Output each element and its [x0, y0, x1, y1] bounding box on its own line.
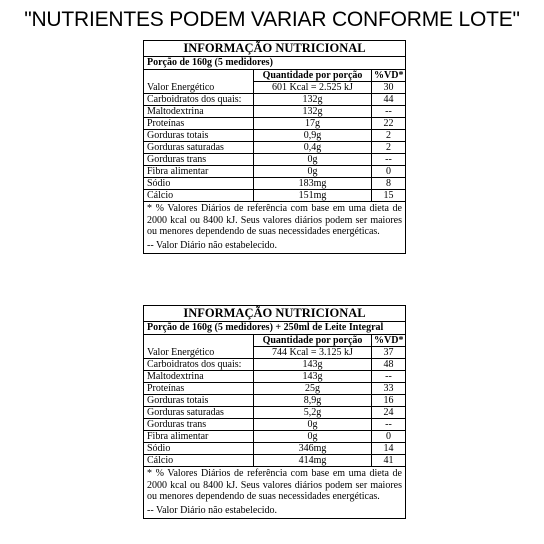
nutrient-vd: -- [372, 106, 406, 118]
nutrient-vd: 44 [372, 94, 406, 106]
footnote: * % Valores Diários de referência com base em uma dieta de 2000 kcal ou 8400 kJ. Seus valores diários podem ser maiores ou menores dependendo de suas necessidades energéticas. [147, 468, 402, 502]
nutrient-name: Valor Energético [144, 82, 254, 94]
table-row [144, 118, 405, 130]
nutrition-table-1 [143, 40, 406, 254]
nutrient-name: Maltodextrina [144, 106, 254, 118]
nutrient-vd: 2 [372, 130, 406, 142]
table-row [144, 455, 405, 467]
nutrient-vd: 14 [372, 443, 406, 455]
table-header-row [144, 335, 405, 347]
nutrient-name: Sódio [144, 443, 254, 455]
table-row [144, 443, 405, 455]
table-row [144, 407, 405, 419]
nutrient-name: Gorduras trans [144, 154, 254, 166]
table-row [144, 94, 405, 106]
nutrient-vd: 37 [372, 347, 406, 359]
nutrient-quantity: 143g [254, 359, 372, 371]
nutrient-vd: 0 [372, 166, 406, 178]
nutrient-vd: 48 [372, 359, 406, 371]
table-row [144, 190, 405, 202]
nutrient-quantity: 17g [254, 118, 372, 130]
nutrient-vd: 0 [372, 431, 406, 443]
header-vd: %VD* [372, 335, 406, 347]
footnote: * % Valores Diários de referência com base em uma dieta de 2000 kcal ou 8400 kJ. Seus valores diários podem ser maiores ou menores dependendo de suas necessidades energéticas. [147, 203, 402, 237]
nutrient-vd: 24 [372, 407, 406, 419]
nutrient-name: Cálcio [144, 190, 254, 202]
nutrient-vd: -- [372, 419, 406, 431]
nutrition-table-2 [143, 305, 406, 519]
nutrient-quantity: 346mg [254, 443, 372, 455]
table-row [144, 371, 405, 383]
nutrient-quantity: 132g [254, 106, 372, 118]
nutrient-quantity: 183mg [254, 178, 372, 190]
table-row [144, 395, 405, 407]
nutrient-name: Gorduras saturadas [144, 407, 254, 419]
nutrient-name: Fibra alimentar [144, 166, 254, 178]
nutrient-name: Proteínas [144, 118, 254, 130]
nutrient-vd: -- [372, 371, 406, 383]
table-row [144, 419, 405, 431]
table-row [144, 359, 405, 371]
nutrient-quantity: 0g [254, 419, 372, 431]
nutrient-vd: 15 [372, 190, 406, 202]
table-row [144, 178, 405, 190]
header-quantity: Quantidade por porção [254, 70, 372, 82]
nutrient-quantity: 132g [254, 94, 372, 106]
table-row [144, 166, 405, 178]
header-blank [144, 70, 254, 82]
footnote-not-established: -- Valor Diário não estabelecido. [147, 239, 278, 251]
nutrient-name: Carboidratos dos quais: [144, 94, 254, 106]
table-row [144, 82, 405, 94]
nutrient-table [144, 70, 405, 202]
portion-label: Porção de 160g (5 medidores) [144, 57, 405, 70]
table-row [144, 383, 405, 395]
nutrient-name: Maltodextrina [144, 371, 254, 383]
nutrient-quantity: 25g [254, 383, 372, 395]
nutrient-quantity: 0g [254, 431, 372, 443]
nutrient-quantity: 8,9g [254, 395, 372, 407]
table-row [144, 106, 405, 118]
nutrient-name: Gorduras saturadas [144, 142, 254, 154]
portion-label: Porção de 160g (5 medidores) + 250ml de Leite Integral [144, 322, 405, 335]
nutrient-vd: 22 [372, 118, 406, 130]
table-row [144, 154, 405, 166]
table-header-row [144, 70, 405, 82]
header-vd: %VD* [372, 70, 406, 82]
nutrient-vd: 16 [372, 395, 406, 407]
table-row [144, 347, 405, 359]
nutrient-quantity: 143g [254, 371, 372, 383]
table-row [144, 130, 405, 142]
nutrient-vd: 41 [372, 455, 406, 467]
panel-title: INFORMAÇÃO NUTRICIONAL [144, 41, 405, 57]
table-row [144, 142, 405, 154]
nutrient-table [144, 335, 405, 467]
header-quantity: Quantidade por porção [254, 335, 372, 347]
nutrient-quantity: 0g [254, 154, 372, 166]
nutrient-vd: 8 [372, 178, 406, 190]
nutrient-name: Sódio [144, 178, 254, 190]
panel-title: INFORMAÇÃO NUTRICIONAL [144, 306, 405, 322]
nutrient-vd: 33 [372, 383, 406, 395]
nutrient-vd: 2 [372, 142, 406, 154]
headline: "NUTRIENTES PODEM VARIAR CONFORME LOTE" [24, 8, 520, 31]
nutrient-quantity: 744 Kcal = 3.125 kJ [254, 347, 372, 359]
nutrient-quantity: 5,2g [254, 407, 372, 419]
nutrient-quantity: 151mg [254, 190, 372, 202]
table-row [144, 431, 405, 443]
nutrient-quantity: 601 Kcal = 2.525 kJ [254, 82, 372, 94]
nutrient-name: Proteínas [144, 383, 254, 395]
nutrient-name: Cálcio [144, 455, 254, 467]
nutrient-quantity: 414mg [254, 455, 372, 467]
nutrient-name: Gorduras trans [144, 419, 254, 431]
nutrient-quantity: 0,9g [254, 130, 372, 142]
nutrient-name: Fibra alimentar [144, 431, 254, 443]
footnote-not-established: -- Valor Diário não estabelecido. [147, 504, 278, 516]
nutrient-quantity: 0g [254, 166, 372, 178]
nutrient-quantity: 0,4g [254, 142, 372, 154]
nutrient-vd: -- [372, 154, 406, 166]
nutrient-name: Gorduras totais [144, 395, 254, 407]
nutrient-name: Carboidratos dos quais: [144, 359, 254, 371]
nutrient-vd: 30 [372, 82, 406, 94]
header-blank [144, 335, 254, 347]
nutrient-name: Valor Energético [144, 347, 254, 359]
nutrient-name: Gorduras totais [144, 130, 254, 142]
